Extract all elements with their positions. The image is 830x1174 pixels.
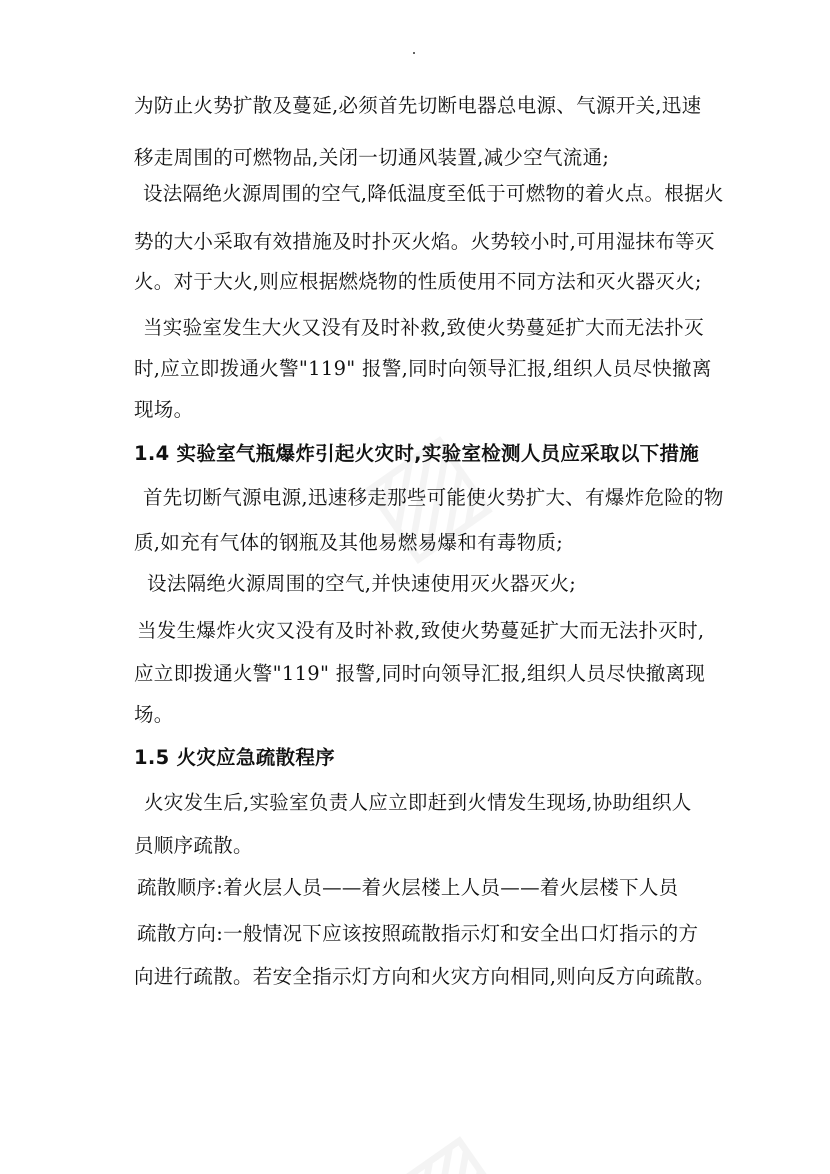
paragraph-line: 首先切断气源电源,迅速移走那些可能使火势扩大、有爆炸危险的物 (143, 486, 724, 509)
paragraph-line: 应立即拨通火警"119" 报警,同时向领导汇报,组织人员尽快撤离现 (134, 662, 706, 685)
paragraph-line: 设法隔绝火源周围的空气,并快速使用灭火器灭火; (147, 572, 577, 595)
section-heading: 1.5 火灾应急疏散程序 (134, 746, 335, 769)
paragraph-line: 势的大小采取有效措施及时扑灭火焰。火势较小时,可用湿抹布等灭 (134, 230, 715, 253)
paragraph-line: 疏散顺序:着火层人员——着火层楼上人员——着火层楼下人员 (137, 876, 679, 899)
paragraph-line: 员顺序疏散。 (134, 834, 253, 857)
paragraph-line: 场。 (134, 703, 174, 726)
paragraph-line: 当实验室发生大火又没有及时补救,致使火势蔓延扩大而无法扑灭 (143, 316, 704, 339)
paragraph-line: 向进行疏散。若安全指示灯方向和火灾方向相同,则向反方向疏散。 (134, 965, 715, 988)
paragraph-line: 当发生爆炸火灾又没有及时补救,致使火势蔓延扩大而无法扑灭时, (137, 619, 705, 642)
paragraph-line: 现场。 (134, 398, 194, 421)
section-heading: 1.4 实验室气瓶爆炸引起火灾时,实验室检测人员应采取以下措施 (134, 442, 700, 465)
paragraph-line: 时,应立即拨通火警"119" 报警,同时向领导汇报,组织人员尽快撤离 (134, 357, 712, 380)
paragraph-line: 设法隔绝火源周围的空气,降低温度至低于可燃物的着火点。根据火 (143, 182, 724, 205)
paragraph-line: 移走周围的可燃物品,关闭一切通风装置,减少空气流通; (134, 146, 610, 169)
page-marker-dot (413, 52, 415, 54)
paragraph-line: 疏散方向:一般情况下应该按照疏散指示灯和安全出口灯指示的方 (137, 922, 699, 945)
paragraph-line: 火。对于大火,则应根据燃烧物的性质使用不同方法和灭火器灭火; (134, 270, 702, 293)
paragraph-line: 为防止火势扩散及蔓延,必须首先切断电器总电源、气源开关,迅速 (134, 94, 702, 117)
watermark (357, 985, 722, 1174)
paragraph-line: 质,如充有气体的钢瓶及其他易燃易爆和有毒物质; (134, 531, 564, 554)
paragraph-line: 火灾发生后,实验室负责人应立即赶到火情发生现场,协助组织人 (144, 791, 692, 814)
